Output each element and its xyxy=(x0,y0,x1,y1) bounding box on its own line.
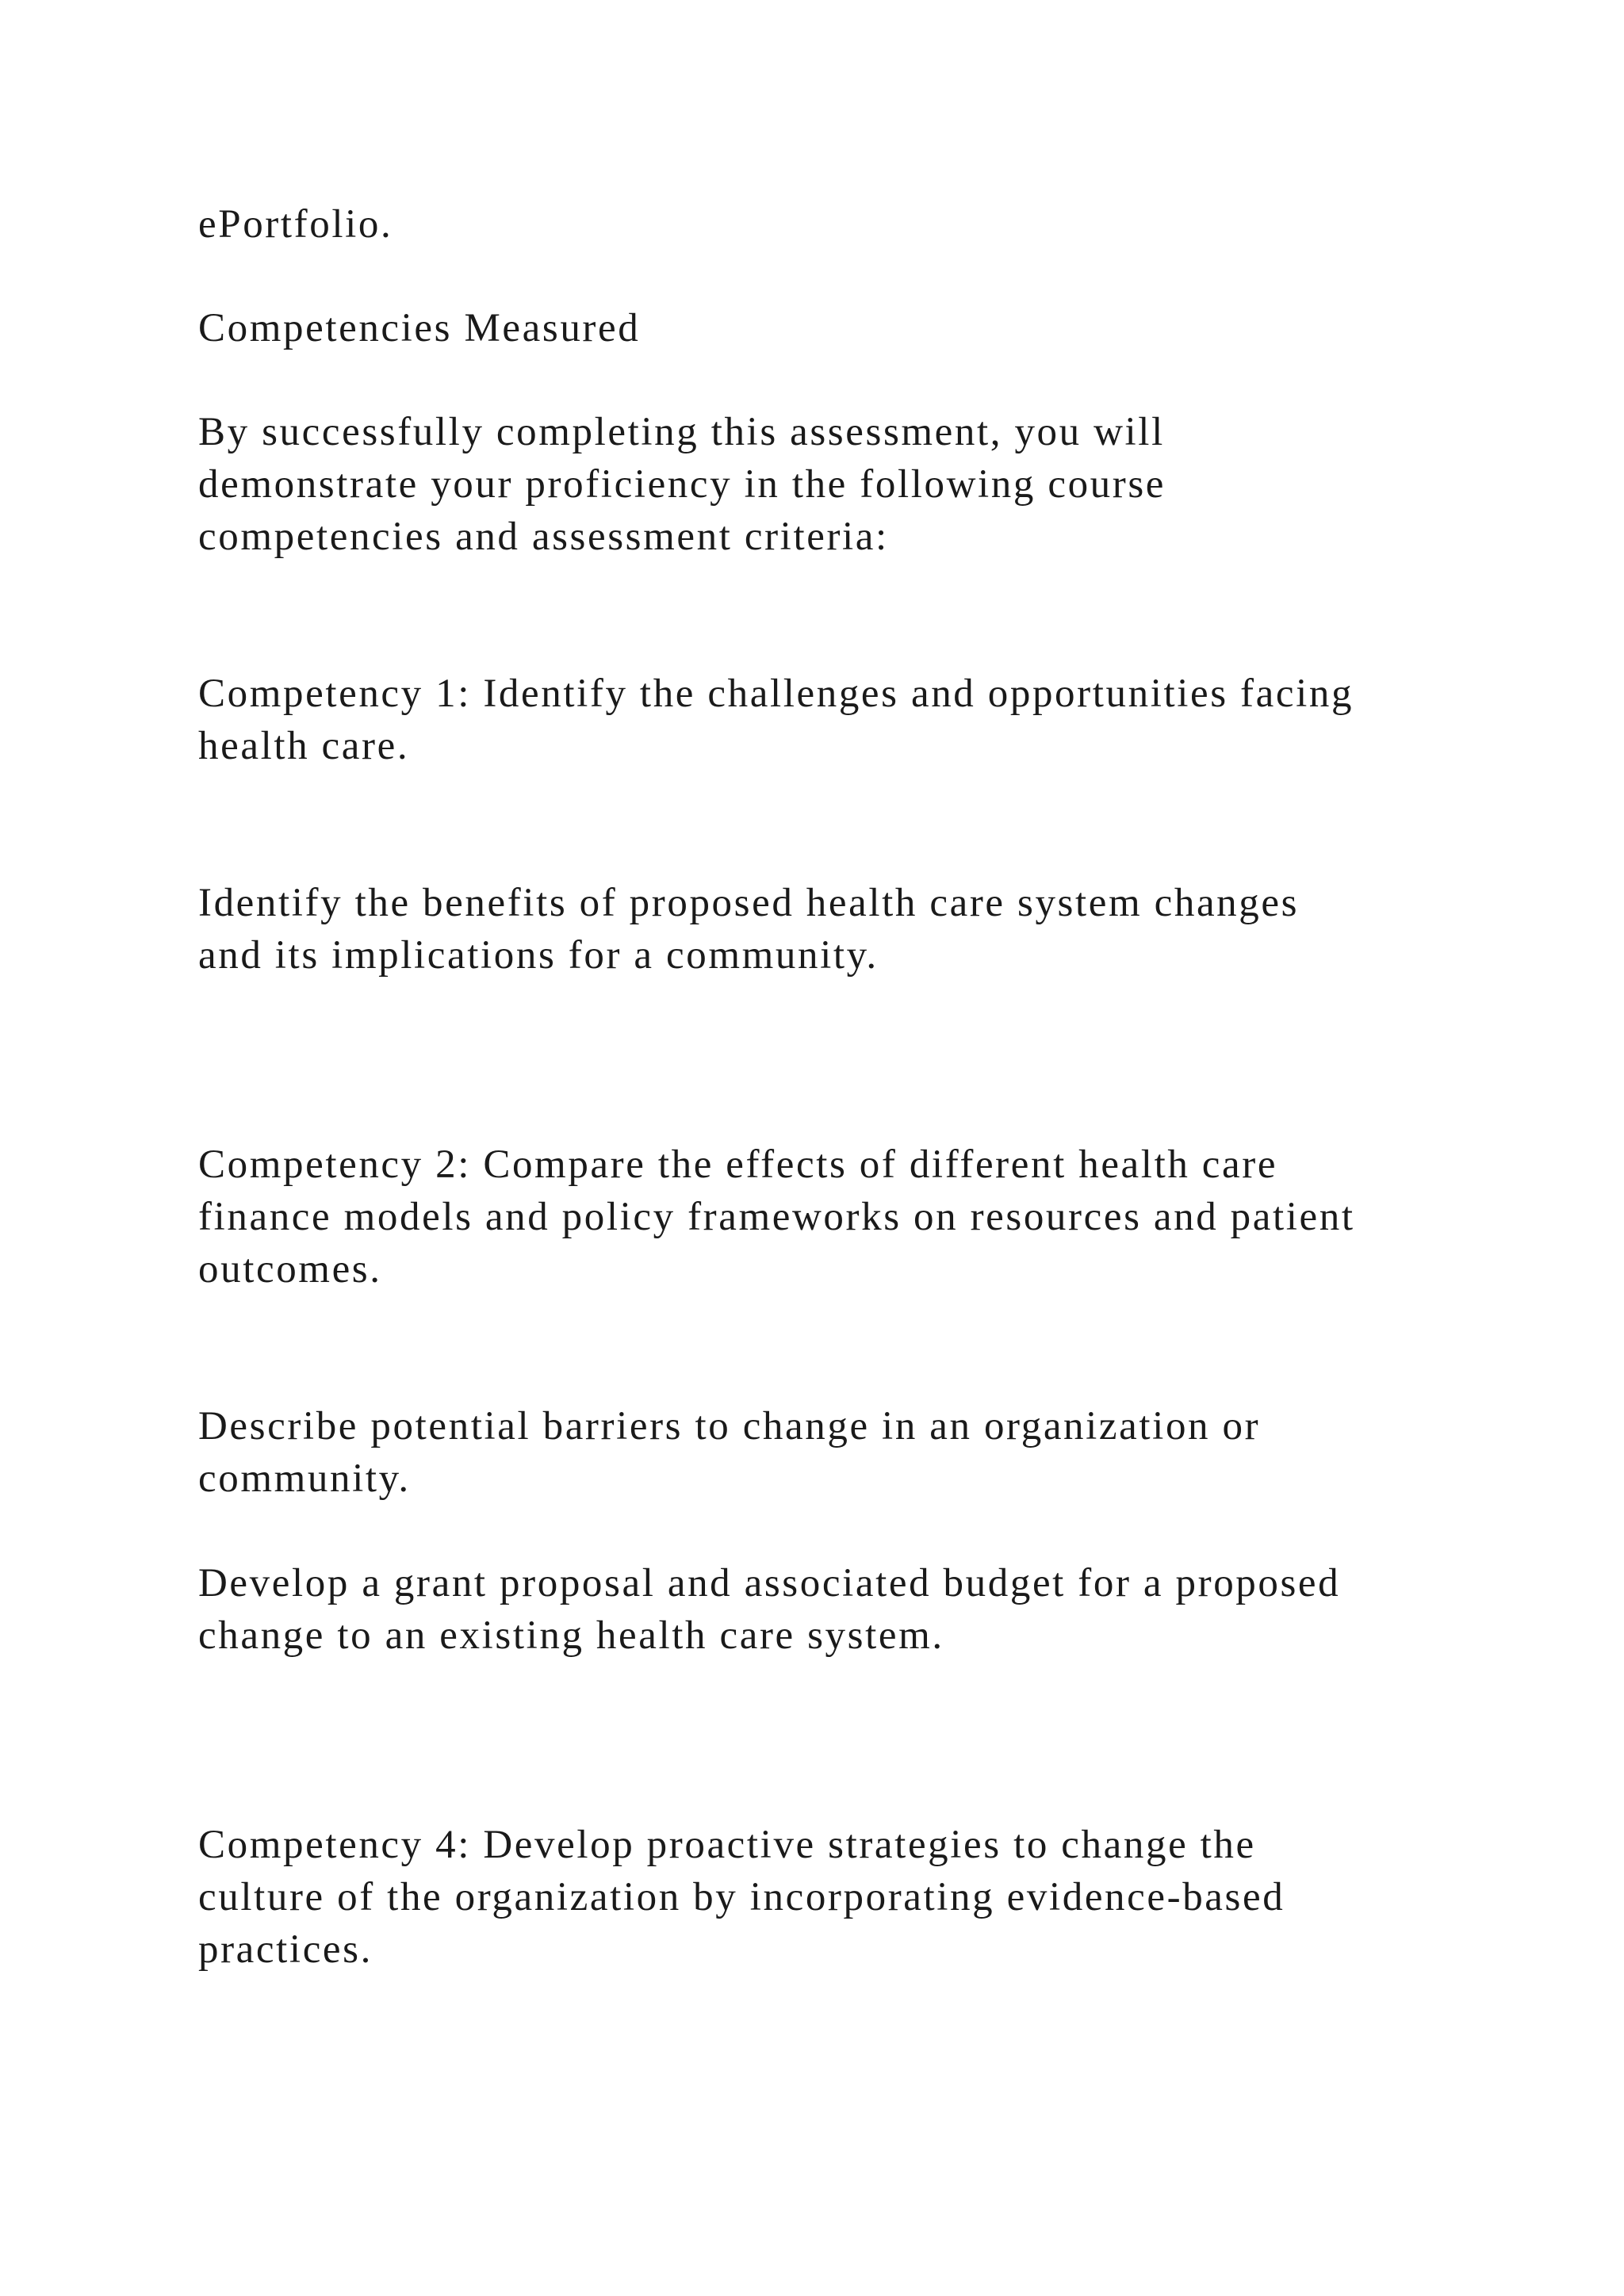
competency-4-line: Competency 4: Develop proactive strategies to change the xyxy=(198,1823,1256,1867)
portfolio-text: ePortfolio. xyxy=(198,202,393,247)
criterion-2b-line: Develop a grant proposal and associated budget for a proposed xyxy=(198,1561,1341,1605)
competency-1-line: health care. xyxy=(198,724,410,768)
intro-line: By successfully completing this assessment, you will xyxy=(198,410,1165,454)
competency-2-line: outcomes. xyxy=(198,1247,382,1292)
intro-line: demonstrate your proficiency in the following course xyxy=(198,462,1166,507)
competency-2-line: Competency 2: Compare the effects of different health care xyxy=(198,1142,1278,1187)
criterion-1-line: and its implications for a community. xyxy=(198,933,879,978)
intro-line: competencies and assessment criteria: xyxy=(198,515,889,559)
section-heading: Competencies Measured xyxy=(198,306,641,350)
criterion-2a-line: community. xyxy=(198,1456,411,1501)
competency-4-line: practices. xyxy=(198,1927,373,1972)
criterion-1-line: Identify the benefits of proposed health care system changes xyxy=(198,881,1300,925)
competency-4-line: culture of the organization by incorporating evidence-based xyxy=(198,1875,1285,1919)
competency-2-line: finance models and policy frameworks on resources and patient xyxy=(198,1195,1355,1239)
competency-1-line: Competency 1: Identify the challenges and opportunities facing xyxy=(198,672,1354,716)
criterion-2b-line: change to an existing health care system. xyxy=(198,1613,944,1658)
criterion-2a-line: Describe potential barriers to change in an organization or xyxy=(198,1404,1261,1448)
